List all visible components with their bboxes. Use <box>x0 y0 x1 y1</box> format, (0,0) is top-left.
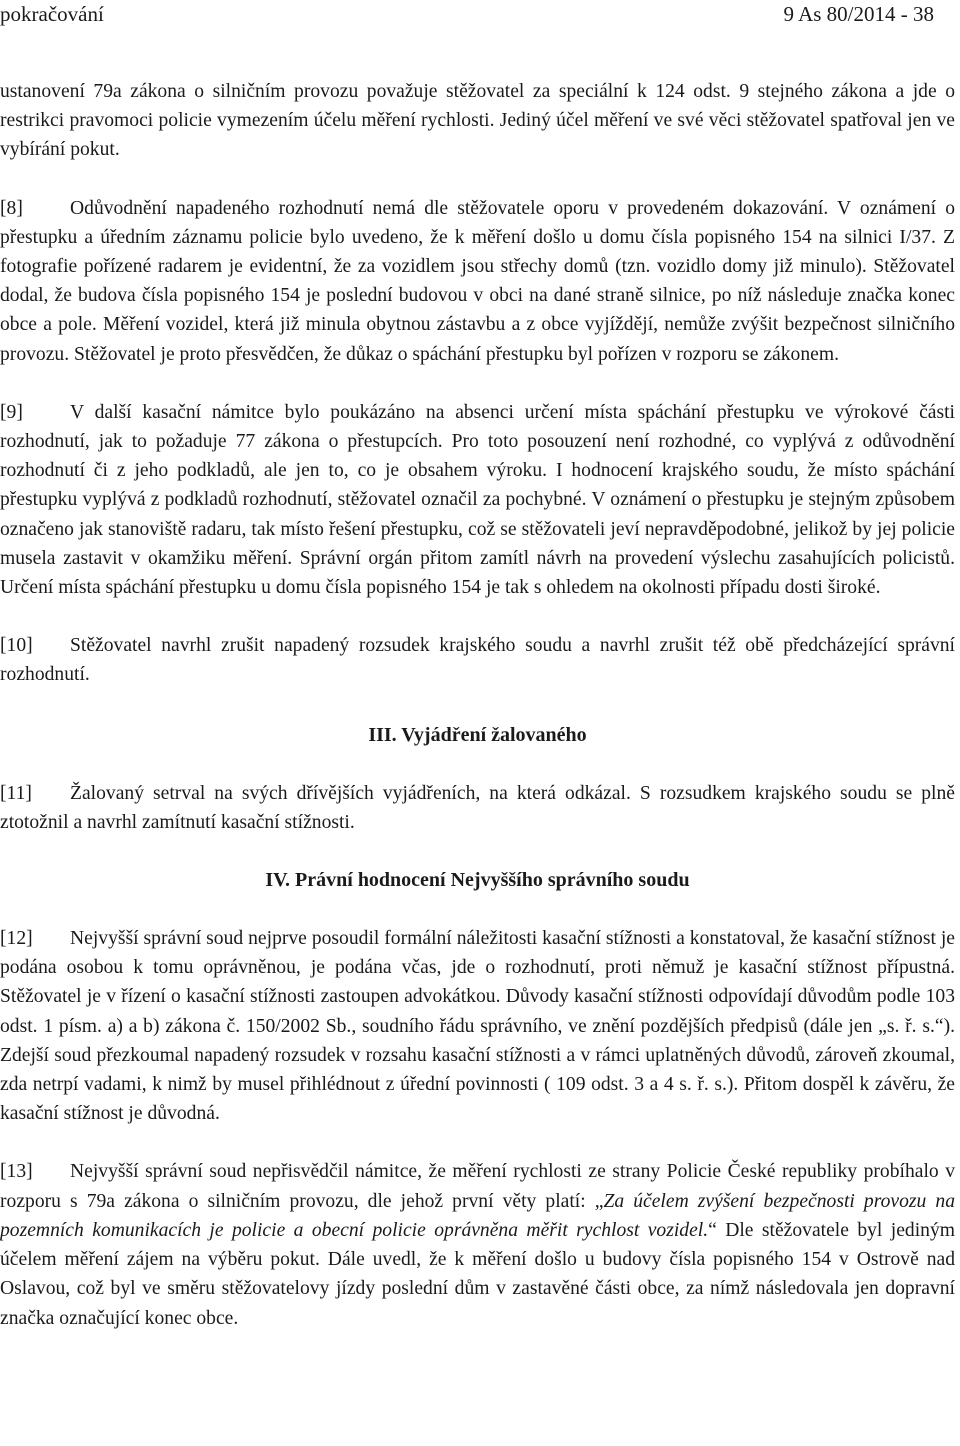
document-body <box>0 77 955 1362</box>
paragraph-number: [11] <box>0 782 32 804</box>
paragraph-12 <box>0 924 955 1128</box>
page-header <box>0 2 960 30</box>
paragraph-number: [13] <box>0 1161 33 1183</box>
section-heading-iii: III. Vyjádření žalovaného <box>368 723 587 746</box>
paragraph-number: [8] <box>0 197 23 219</box>
paragraph-text-continued: “ Dle stěžovatele byl jediným účelem měření zájem na výběru pokut. Dále uvedl, že k měření došlo u budovy čísla popisného 154 v Ostrově nad Oslavou, což byl ve směru stěžovatelovy jízdy poslední dům v zastavěné části obce, za nímž následovala jen dopravní značka označující konec obce. <box>0 1219 955 1329</box>
paragraph-text: Nejvyšší správní soud nejprve posoudil formální náležitosti kasační stížnosti a konstatoval, že kasační stížnost je podána osobou k tomu oprávněnou, je podána včas, jde o rozhodnutí, proti němuž je kasační stížnost přípustná. Stěžovatel je v řízení o kasační stížnosti zastoupen advokátkou. Důvody kasační stížnosti odpovídají důvodům podle 103 odst. 1 písm. a) a b) zákona č. 150/2002 Sb., soudního řádu správního, ve znění pozdějších předpisů (dále jen „s. ř. s.“). Zdejší soud přezkoumal napadený rozsudek v rozsahu kasační stížnosti a v rámci uplatněných důvodů, zároveň zkoumal, zda netrpí vadami, k nimž by musel přihlédnout z úřední povinnosti ( 109 odst. 3 a 4 s. ř. s.). Přitom dospěl k závěru, že kasační stížnost je důvodná. <box>0 928 955 1125</box>
header-continuation-label: pokračování <box>0 2 104 26</box>
paragraph-continuation: ustanovení 79a zákona o silničním provozu považuje stěžovatel za speciální k 124 odst. 9 stejného zákona a jde o restrikci pravomoci policie vymezením účelu měření rychlosti. Jediný účel měření ve své věci stěžovatel spatřoval jen ve vybírání pokut. <box>0 81 955 161</box>
paragraph-text: Odůvodnění napadeného rozhodnutí nemá dle stěžovatele oporu v provedeném dokazování. V oznámení o přestupku a úředním záznamu policie bylo uvedeno, že k měření došlo u domu čísla popisného 154 na silnici I/37. Z fotografie pořízené radarem je evidentní, že za vozidlem jsou střechy domů (tzn. vozidlo domy již minulo). Stěžovatel dodal, že budova čísla popisného 154 je poslední budovou v obci na dané straně silnice, po níž následuje značka konec obce a pole. Měření vozidel, která již minula obytnou zástavbu a z obce vyjíždějí, nemůže zvýšit bezpečnost silničního provozu. Stěžovatel je proto přesvědčen, že důkaz o spáchání přestupku byl pořízen v rozporu se zákonem. <box>0 197 955 365</box>
statute-quote: Za účelem zvýšení bezpečnosti provozu na pozemních komunikacích je policie a obecní policie oprávněna měřit rychlost vozidel. <box>0 1190 956 1241</box>
paragraph-number: [12] <box>0 928 33 950</box>
paragraph-number: [10] <box>0 635 33 657</box>
paragraph-text: V další kasační námitce bylo poukázáno na absenci určení místa spáchání přestupku ve výrokové části rozhodnutí, jak to požaduje 77 zákona o přestupcích. Pro toto posouzení není rozhodné, co vyplývá z odůvodnění rozhodnutí či z jeho podkladů, ale jen to, co je obsahem výroku. I hodnocení krajského soudu, že místo spáchání přestupku vyplývá z podkladů rozhodnutí, stěžovatel označil za pochybné. V oznámení o přestupku je stejným způsobem označeno jak stanoviště radaru, tak místo řešení přestupku, což se stěžovateli jeví nepravděpodobné, jelikož by jej policie musela zastavit v okamžiku měření. Správní orgán přitom zamítl návrh na provedení výslechu zasahujících policistů. Určení místa spáchání přestupku u domu čísla popisného 154 je tak s ohledem na okolnosti případu dosti široké. <box>0 401 955 599</box>
header-case-number: 9 As 80/2014 - 38 <box>783 2 934 26</box>
paragraph-8 <box>0 194 955 369</box>
section-heading-iv: IV. Právní hodnocení Nejvyššího správního soudu <box>265 869 690 892</box>
paragraph-13 <box>0 1157 955 1332</box>
paragraph-10 <box>0 631 955 689</box>
paragraph-9 <box>0 398 955 602</box>
paragraph-11 <box>0 779 955 837</box>
paragraph-text: Žalovaný setrval na svých dřívějších vyjádřeních, na která odkázal. S rozsudkem krajského soudu se plně ztotožnil a navrhl zamítnutí kasační stížnosti. <box>0 782 955 833</box>
paragraph-number: [9] <box>0 401 23 423</box>
paragraph-text: Stěžovatel navrhl zrušit napadený rozsudek krajského soudu a navrhl zrušit též obě předcházející správní rozhodnutí. <box>0 635 955 686</box>
paragraph-text: Nejvyšší správní soud nepřisvědčil námitce, že měření rychlosti ze strany Policie České republiky probíhalo v rozporu s 79a zákona o silničním provozu, dle jehož první věty platí: „ <box>0 1161 955 1212</box>
